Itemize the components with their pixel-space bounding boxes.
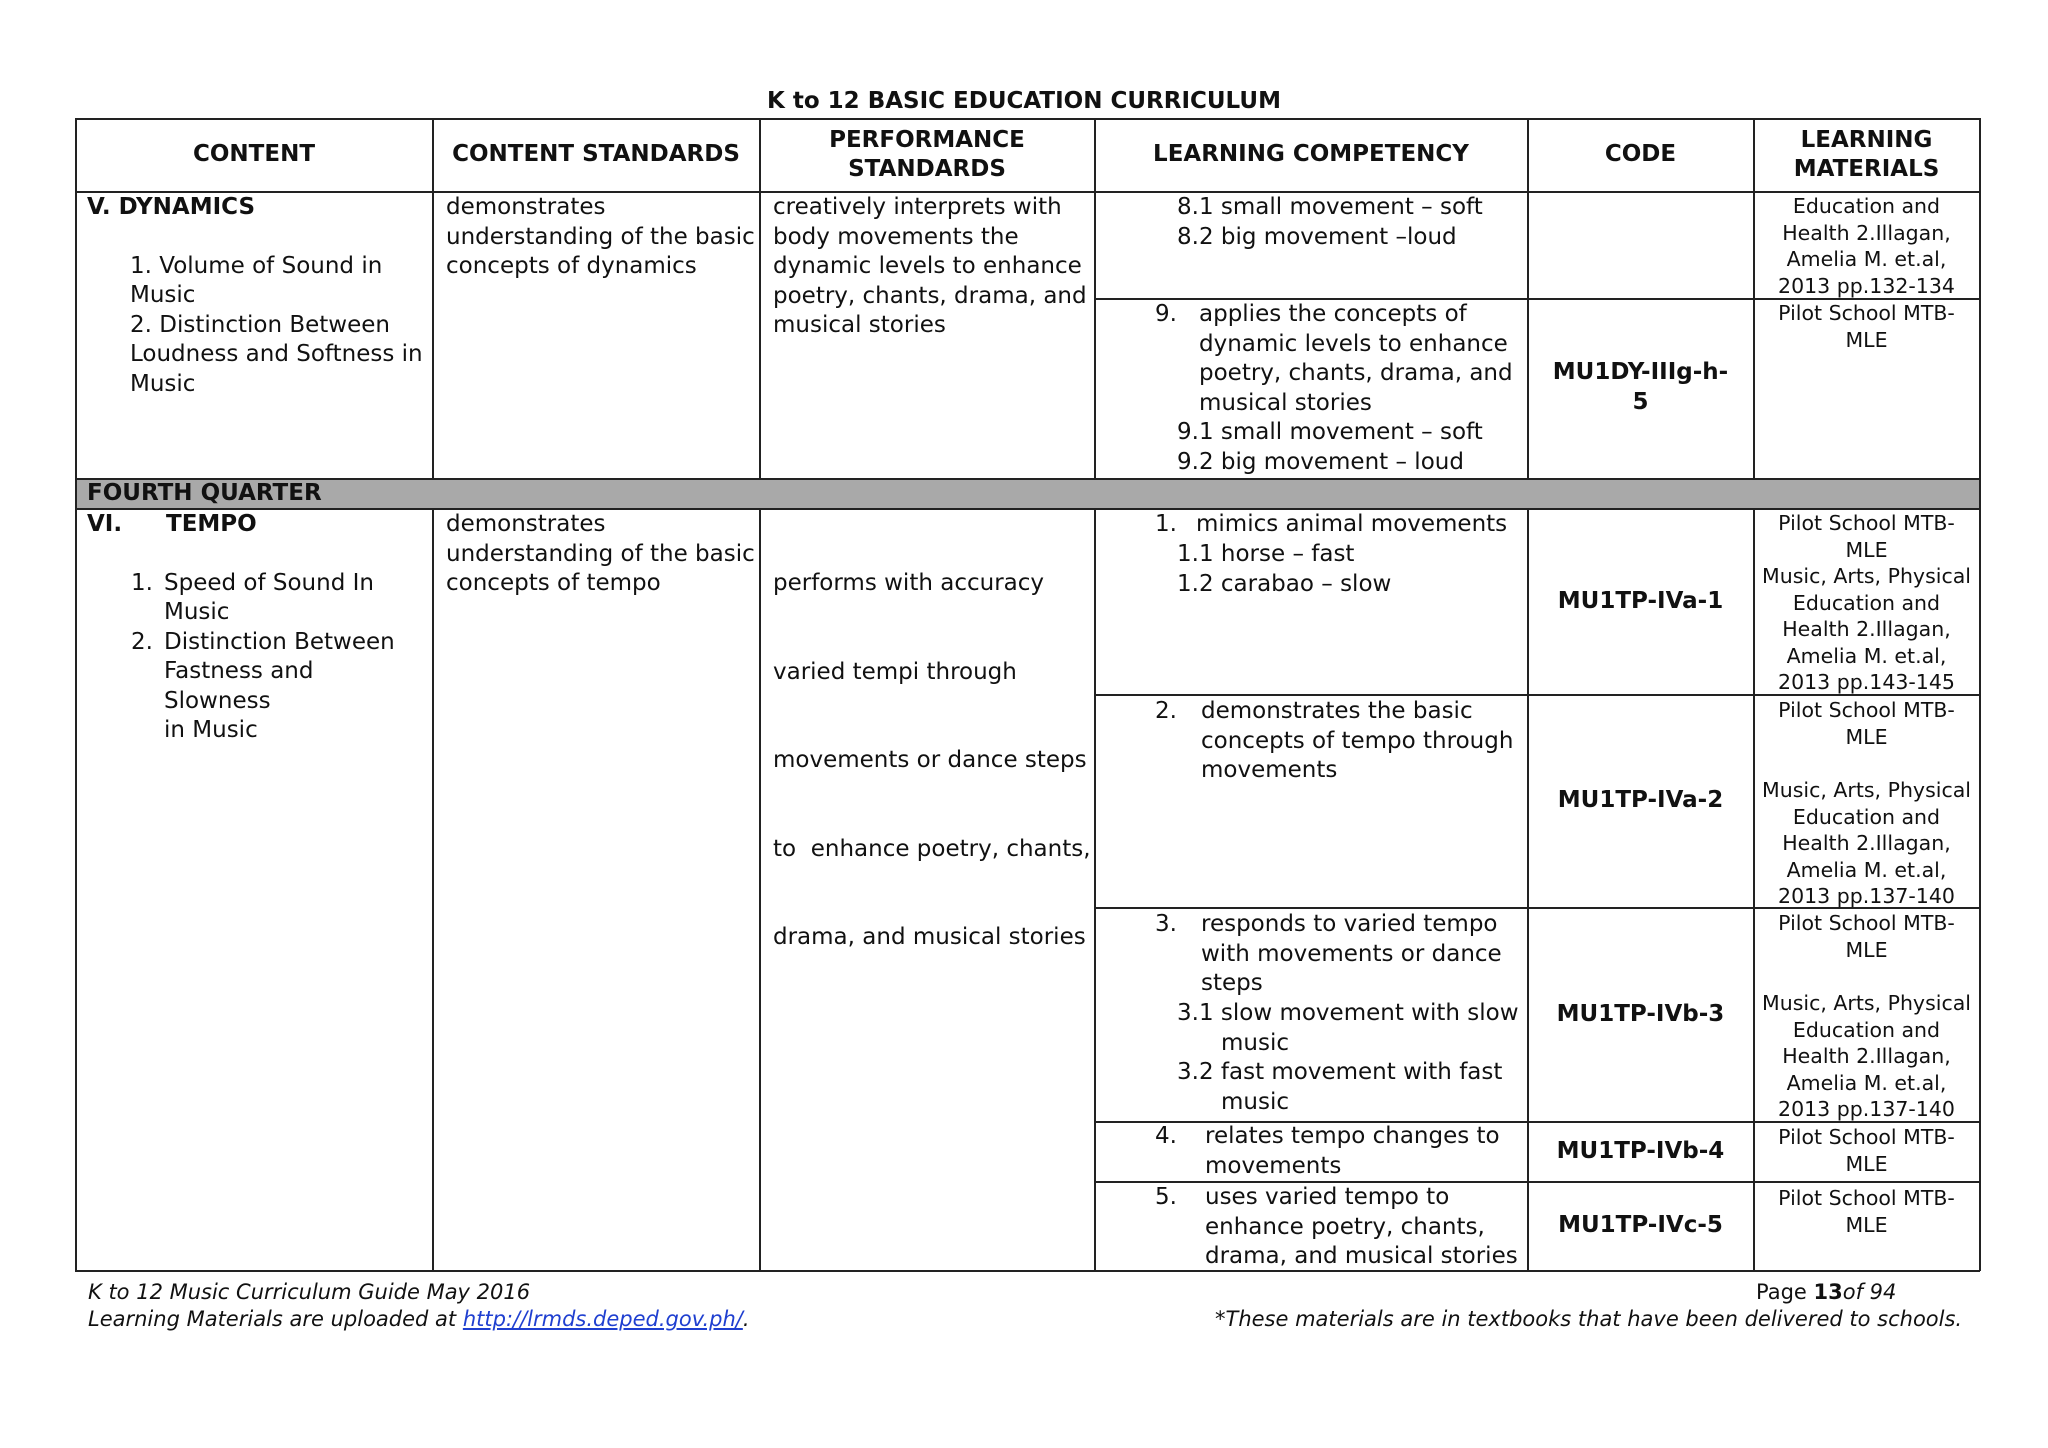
text-line: 3.2 fast movement with fast [1177,1059,1503,1085]
text-line: Amelia M. et.al, [1786,1070,1947,1095]
text-line: 1.1 horse – fast [1177,541,1355,567]
text-line: Distinction Between [164,628,395,655]
text-line: musical stories [773,312,946,338]
tempo-item-1 [87,569,427,628]
text-line: Music [164,599,230,625]
text-line: with movements or dance [1201,940,1502,967]
tempo-code-5: MU1TP-IVc-5 [1558,1212,1723,1239]
text-line: Fastness and Slowness [164,658,314,714]
text-line: movements [1205,1152,1342,1179]
text-line: Pilot School MTB- [1778,698,1955,722]
dynamics-item-2-line: Loudness and Softness in [130,341,423,367]
column-divider [759,508,761,1271]
dynamics-content-standards [446,193,756,282]
text-line: 2013 pp.137-140 [1778,1097,1955,1121]
text-line: 2013 pp.137-140 [1778,884,1955,908]
text-line: body movements the [773,223,1019,250]
text-line: Education and [1792,804,1941,829]
footer-note: *These materials are in textbooks that have been delivered to schools. [1215,1307,1963,1331]
text-line: demonstrates the basic [1201,698,1473,724]
footer-uploaded [88,1306,750,1333]
text-line: dynamic levels to enhance [1199,330,1508,357]
list-number: 2. [131,628,153,655]
tempo-materials-1 [1754,510,1979,696]
tempo-competency-4 [1205,1122,1523,1181]
document-title: K to 12 BASIC EDUCATION CURRICULUM [767,88,1281,114]
text-line: 9.2 big movement – loud [1177,448,1464,475]
text-line: Music, Arts, Physical [1762,991,1971,1015]
text-line: demonstrates [446,194,606,220]
tempo-content-standards [446,510,756,599]
header-performance-standards [760,119,1094,191]
text-line: relates tempo changes to [1205,1123,1500,1149]
tempo-materials-3 [1754,910,1979,1123]
text-line: poetry, chants, drama, and [773,282,1087,309]
text-line: MLE [1845,537,1888,562]
text-line: Health 2.Illagan, [1782,1044,1951,1068]
page-number [1756,1279,1896,1306]
text-line: applies the concepts of [1199,301,1467,327]
tempo-competency-2 [1201,697,1523,786]
text-line: Education and [1792,1017,1941,1042]
text-line: Amelia M. et.al, [1786,857,1947,882]
text-line: 8.2 big movement –loud [1177,223,1457,250]
tempo-competency-3 [1201,910,1523,999]
dynamics-materials-8 [1754,193,1979,299]
dynamics-content [87,193,427,399]
dynamics-item-1-line: Music [130,282,196,308]
table-border [75,1270,1980,1272]
text-line: concepts of tempo [446,570,661,596]
tempo-item-2 [87,628,427,746]
list-number: 1. [131,569,153,596]
page-label: Page [1756,1280,1814,1304]
text-line: demonstrates [446,511,606,537]
text-line: music [1221,1088,1290,1115]
dynamics-competency-8 [1177,193,1522,252]
competency-number: 2. [1155,698,1177,724]
dynamics-title: V. DYNAMICS [87,194,256,220]
header-code: CODE [1604,141,1677,168]
tempo-code-2: MU1TP-IVa-2 [1557,787,1724,814]
competency-number: 9. [1155,301,1177,327]
tempo-code-4: MU1TP-IVb-4 [1556,1137,1725,1164]
tempo-content [87,510,427,746]
text-line: Pilot School MTB- [1778,511,1955,535]
text-line: steps [1201,970,1263,996]
dynamics-performance-standards [773,193,1091,341]
dynamics-item-2 [87,311,427,400]
text-line: 9.1 small movement – soft [1177,419,1483,445]
table-border [75,118,77,1271]
text-line: enhance poetry, chants, [1205,1213,1485,1240]
dynamics-materials-9 [1754,300,1979,353]
dynamics-item-1 [87,252,427,311]
tempo-code-1: MU1TP-IVa-1 [1557,587,1724,614]
header-learning-materials-line1: LEARNING [1800,126,1933,153]
page-total: of 94 [1842,1280,1897,1304]
header-content-standards: CONTENT STANDARDS [452,141,740,168]
text-line: movements [1201,757,1338,783]
tempo-title-text: TEMPO [166,511,257,537]
competency-number: 4. [1155,1123,1177,1149]
text-line: 2013 pp.132-134 [1778,273,1955,298]
text-line: MLE [1845,937,1888,962]
text-line: 3.1 slow movement with slow [1177,1000,1519,1026]
dynamics-item-1-line: 1. Volume of Sound in [130,252,383,279]
lrmds-link[interactable]: http://lrmds.deped.gov.ph/ [462,1307,743,1331]
text-line: dynamic levels to enhance [773,253,1082,279]
header-learning-materials-line2: MATERIALS [1793,156,1940,182]
tempo-materials-5 [1754,1185,1979,1238]
text-line: Amelia M. et.al, [1786,643,1947,668]
text-line: concepts of dynamics [446,253,697,279]
code-line: MU1DY-IIIg-h- [1552,359,1729,385]
header-learning-competency: LEARNING COMPETENCY [1153,141,1469,168]
dynamics-item-2-line: Music [130,370,196,397]
text-line: varied tempi through [773,658,1017,685]
dynamics-competency-9-subs [1177,418,1522,477]
text-line: Pilot School MTB- [1778,301,1955,325]
text-line: MLE [1845,1212,1888,1237]
text-line: movements or dance steps [773,747,1087,773]
column-divider [1094,508,1096,1271]
code-line: 5 [1632,388,1649,415]
header-content: CONTENT [192,141,316,168]
text-line: concepts of tempo through [1201,727,1514,754]
competency-number: 5. [1155,1184,1177,1210]
fourth-quarter-label: FOURTH QUARTER [87,480,322,506]
footer-guide: K to 12 Music Curriculum Guide May 2016 [88,1280,531,1304]
tempo-competency-1: mimics animal movements [1196,511,1508,537]
text-line: Pilot School MTB- [1778,1125,1955,1149]
text-line: creatively interprets with [773,194,1062,220]
header-learning-materials [1754,119,1979,191]
text-line: in Music [164,717,258,743]
table-border [1979,118,1981,1271]
page-current: 13 [1813,1280,1843,1304]
text-line: understanding of the basic [446,223,755,250]
dynamics-code-8 [1528,192,1753,298]
header-performance-standards-line2: STANDARDS [848,156,1006,182]
tempo-competency-3-subs [1177,999,1522,1117]
text-line: to enhance poetry, chants, [773,835,1091,862]
text-line: Health 2.Illagan, [1782,831,1951,855]
tempo-competency-5 [1205,1183,1523,1272]
text-line: uses varied tempo to [1205,1184,1450,1210]
text-line: Health 2.Illagan, [1782,617,1951,641]
text-line: 8.1 small movement – soft [1177,194,1483,220]
text-line: MLE [1845,1151,1888,1176]
text-line: 1.2 carabao – slow [1177,570,1392,597]
footer-uploaded-prefix: Learning Materials are uploaded at [88,1307,463,1331]
text-line: MLE [1845,724,1888,749]
tempo-code-3: MU1TP-IVb-3 [1556,1000,1725,1027]
tempo-competency-1-subs [1177,540,1522,599]
text-line: drama, and musical stories [773,924,1086,950]
tempo-performance-standards [773,510,1091,982]
text-line: Music, Arts, Physical [1762,778,1971,802]
competency-number: 1. [1155,511,1177,537]
dynamics-competency-9 [1199,300,1524,418]
header-performance-standards-line1: PERFORMANCE [829,126,1025,153]
text-line: responds to varied tempo [1201,911,1498,937]
text-line: Pilot School MTB- [1778,1186,1955,1210]
text-line: Education and [1792,590,1941,615]
column-divider [432,508,434,1271]
text-line: Speed of Sound In [164,569,374,596]
text-line: Music, Arts, Physical [1762,564,1971,588]
text-line: performs with accuracy [773,570,1045,596]
dynamics-code-9 [1528,358,1753,417]
text-line: poetry, chants, drama, and [1199,360,1513,386]
text-line: musical stories [1199,389,1372,416]
text-line: Health 2.Illagan, [1782,220,1951,245]
tempo-title-number: VI. [87,511,123,537]
text-line: Amelia M. et.al, [1786,247,1947,271]
tempo-materials-2 [1754,697,1979,910]
tempo-materials-4 [1754,1124,1979,1177]
text-line: 2013 pp.143-145 [1778,670,1955,694]
text-line: drama, and musical stories [1205,1243,1518,1269]
competency-number: 3. [1155,911,1177,937]
tempo-title [87,510,427,540]
text-line: MLE [1845,327,1888,352]
text-line: understanding of the basic [446,540,755,567]
text-line: Pilot School MTB- [1778,911,1955,935]
text-line: music [1221,1029,1290,1056]
text-line: Education and [1792,194,1941,218]
footer-uploaded-suffix: . [742,1307,750,1331]
dynamics-item-2-line: 2. Distinction Between [130,311,390,338]
